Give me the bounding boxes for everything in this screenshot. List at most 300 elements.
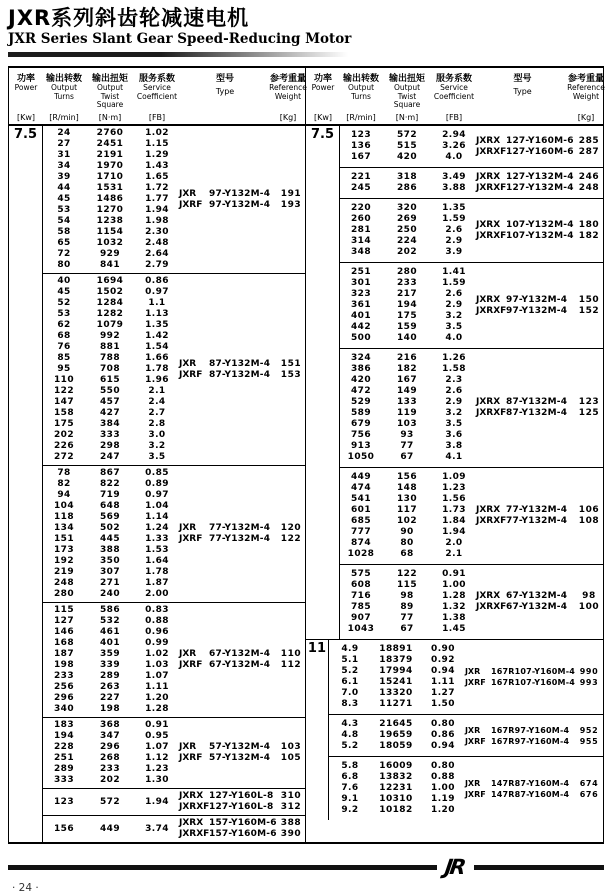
output-torque-value: 318 [397, 172, 417, 182]
section-content [43, 126, 305, 842]
reference-weight-value: 122 [280, 534, 302, 544]
service-coefficient-value: 0.90 [431, 644, 455, 654]
spec-block [43, 717, 305, 788]
output-turns-value: 716 [351, 591, 371, 601]
data-row [43, 501, 179, 512]
model-code: 67-Y132M-4 [506, 602, 568, 612]
reference-weight-value: 100 [578, 602, 600, 612]
spec-block [329, 640, 603, 714]
output-torque-value: 427 [100, 408, 120, 418]
spec-block [340, 348, 603, 467]
service-coefficient-value: 1.59 [442, 278, 466, 288]
output-torque-value: 1079 [96, 320, 124, 330]
data-row [43, 238, 179, 249]
spec-block [340, 467, 603, 564]
service-coefficient-value: 1.11 [145, 682, 169, 692]
output-turns-value: 4.8 [341, 730, 359, 740]
output-torque-value: 18891 [379, 644, 413, 654]
model-brand: JXRXF [476, 230, 507, 241]
service-coefficient-value: 0.99 [145, 638, 169, 648]
output-torque-value: 388 [100, 545, 120, 555]
output-turns-value: 401 [351, 311, 371, 321]
spec-block [43, 788, 305, 815]
output-torque-value: 307 [100, 567, 120, 577]
data-row [329, 688, 465, 699]
header-power: 功率 Power [Kw] [14, 74, 38, 122]
power-value: 7.5 [306, 126, 340, 639]
model-brand: JXR [464, 778, 481, 788]
model-brand: JXR [464, 725, 481, 735]
output-torque-value: 1531 [96, 183, 124, 193]
data-rows [340, 472, 476, 560]
reference-weight-value: 312 [280, 802, 302, 812]
reference-weight-value: 110 [280, 649, 302, 659]
output-turns-value: 449 [351, 472, 371, 482]
output-turns-value: 221 [351, 172, 371, 182]
output-turns-value: 202 [54, 430, 74, 440]
data-row [329, 644, 465, 655]
service-coefficient-value: 1.23 [145, 764, 169, 774]
spec-block [340, 262, 603, 348]
data-row [340, 516, 476, 527]
output-torque-value: 289 [100, 671, 120, 681]
output-torque-value: 115 [397, 580, 417, 590]
model-brand: JXRXF [476, 408, 507, 418]
output-turns-value: 608 [351, 580, 371, 590]
service-coefficient-value: 1.13 [145, 309, 169, 319]
model-row [476, 183, 603, 194]
brand-logo: JR [443, 855, 465, 879]
data-row [43, 342, 179, 353]
output-torque-value: 445 [100, 534, 120, 544]
model-row [476, 136, 603, 147]
model-row [179, 370, 305, 381]
left-table-body [9, 126, 305, 842]
output-turns-value: 472 [351, 386, 371, 396]
data-row [43, 720, 179, 731]
data-row [340, 549, 476, 560]
data-row [340, 278, 476, 289]
output-turns-value: 272 [54, 452, 74, 462]
data-row [340, 602, 476, 613]
data-row [43, 616, 179, 627]
service-coefficient-value: 0.89 [145, 479, 169, 489]
service-coefficient-value: 3.2 [445, 311, 463, 321]
output-turns-value: 80 [57, 260, 71, 270]
data-row [43, 452, 179, 463]
output-turns-value: 333 [54, 775, 74, 785]
output-turns-value: 146 [54, 627, 74, 637]
model-brand: JXRF [464, 789, 486, 799]
output-turns-value: 4.3 [341, 719, 359, 729]
service-coefficient-value: 1.12 [145, 753, 169, 763]
model-brand: JXRX [179, 791, 204, 801]
reference-weight-value: 993 [579, 678, 599, 687]
output-torque-value: 280 [397, 267, 417, 277]
model-brand: JXR [179, 649, 197, 659]
output-turns-value: 62 [57, 320, 71, 330]
data-row [340, 483, 476, 494]
spec-block [43, 465, 305, 602]
data-row [340, 430, 476, 441]
left-table-header [9, 68, 305, 126]
output-turns-value: 907 [351, 613, 371, 623]
spec-block [43, 273, 305, 465]
output-turns-value: 40 [57, 276, 71, 286]
output-torque-value: 90 [400, 527, 414, 537]
service-coefficient-value: 2.9 [445, 236, 463, 246]
service-coefficient-value: 1.02 [145, 128, 169, 138]
service-coefficient-value: 2.6 [445, 225, 463, 235]
reference-weight-value: 120 [280, 523, 302, 533]
output-torque-value: 1032 [96, 238, 124, 248]
output-torque-value: 233 [397, 278, 417, 288]
model-list [465, 725, 603, 747]
model-code: 97-Y132M-4 [209, 188, 271, 199]
output-torque-value: 2451 [96, 139, 124, 149]
output-torque-value: 119 [397, 408, 417, 418]
service-coefficient-value: 1.02 [145, 649, 169, 659]
output-torque-value: 148 [397, 483, 417, 493]
output-turns-value: 58 [57, 227, 71, 237]
output-turns-value: 245 [351, 183, 371, 193]
service-coefficient-value: 0.94 [431, 666, 455, 676]
output-torque-value: 17994 [379, 666, 413, 676]
model-row [179, 802, 305, 813]
data-row [43, 693, 179, 704]
output-torque-value: 569 [100, 512, 120, 522]
model-list [179, 359, 305, 381]
reference-weight-value: 180 [578, 219, 600, 230]
data-row [43, 742, 179, 753]
data-row [43, 375, 179, 386]
service-coefficient-value: 1.28 [145, 704, 169, 714]
output-torque-value: 929 [100, 249, 120, 259]
spec-block [340, 564, 603, 639]
reference-weight-value: 182 [578, 230, 600, 241]
data-row [340, 397, 476, 408]
data-row [329, 761, 465, 772]
data-row [43, 430, 179, 441]
data-row [43, 638, 179, 649]
output-torque-value: 788 [100, 353, 120, 363]
data-row [329, 805, 465, 816]
output-turns-value: 194 [54, 731, 74, 741]
output-turns-value: 1050 [347, 452, 375, 462]
service-coefficient-value: 0.86 [145, 276, 169, 286]
data-row [329, 772, 465, 783]
model-list [465, 778, 603, 800]
output-turns-value: 785 [351, 602, 371, 612]
data-row [43, 704, 179, 715]
service-coefficient-value: 1.00 [431, 783, 455, 793]
reference-weight-value: 287 [578, 146, 600, 157]
service-coefficient-value: 2.0 [445, 538, 463, 548]
model-code: 167R107-Y160M-4 [490, 667, 575, 676]
data-rows [43, 824, 179, 835]
model-brand: JXRXF [476, 602, 507, 612]
data-row [340, 300, 476, 311]
output-turns-value: 4.9 [341, 644, 359, 654]
output-turns-value: 289 [54, 764, 74, 774]
model-brand: JXRX [476, 135, 501, 146]
service-coefficient-value: 1.29 [145, 150, 169, 160]
output-torque-value: 333 [100, 430, 120, 440]
data-row [43, 227, 179, 238]
data-row [43, 139, 179, 150]
service-coefficient-value: 0.97 [145, 490, 169, 500]
output-torque-value: 320 [397, 203, 417, 213]
model-row [179, 791, 305, 802]
service-coefficient-value: 1.78 [145, 567, 169, 577]
output-turns-value: 183 [54, 720, 74, 730]
model-code: 97-Y132M-4 [209, 199, 271, 210]
output-turns-value: 53 [57, 309, 71, 319]
data-row [340, 624, 476, 635]
header-service-coefficient: 服务系数 Service Coefficient [FB] [433, 74, 475, 122]
model-row [476, 505, 603, 516]
model-code: 67-Y132M-4 [209, 649, 271, 659]
data-row [43, 671, 179, 682]
output-torque-value: 122 [397, 569, 417, 579]
output-turns-value: 85 [57, 353, 71, 363]
model-list [179, 791, 305, 813]
service-coefficient-value: 0.88 [145, 616, 169, 626]
output-torque-value: 93 [400, 430, 414, 440]
service-coefficient-value: 1.28 [442, 591, 466, 601]
output-torque-value: 198 [100, 704, 120, 714]
service-coefficient-value: 1.04 [145, 501, 169, 511]
service-coefficient-value: 1.94 [145, 205, 169, 215]
output-turns-value: 420 [351, 375, 371, 385]
data-rows [340, 353, 476, 463]
output-torque-value: 247 [100, 452, 120, 462]
service-coefficient-value: 3.49 [442, 172, 466, 182]
data-rows [43, 128, 179, 271]
output-turns-value: 192 [54, 556, 74, 566]
model-list [179, 189, 305, 211]
output-turns-value: 314 [351, 236, 371, 246]
reference-weight-value: 193 [280, 199, 302, 210]
output-turns-value: 6.1 [341, 677, 359, 687]
model-code: 107-Y132M-4 [506, 219, 574, 230]
data-row [340, 505, 476, 516]
output-torque-value: 532 [100, 616, 120, 626]
right-table-body [306, 126, 603, 820]
data-row [340, 353, 476, 364]
data-row [43, 627, 179, 638]
service-coefficient-value: 2.94 [442, 130, 466, 140]
data-row [329, 666, 465, 677]
output-torque-value: 216 [397, 353, 417, 363]
data-row [43, 731, 179, 742]
service-coefficient-value: 2.3 [445, 375, 463, 385]
output-torque-value: 89 [400, 602, 414, 612]
output-torque-value: 1502 [96, 287, 124, 297]
service-coefficient-value: 3.74 [145, 823, 169, 834]
data-row [340, 419, 476, 430]
service-coefficient-value: 0.94 [431, 741, 455, 751]
output-turns-value: 65 [57, 238, 71, 248]
data-row [43, 150, 179, 161]
service-coefficient-value: 2.30 [145, 227, 169, 237]
reference-weight-value: 676 [579, 789, 599, 799]
data-row [43, 249, 179, 260]
reference-weight-value: 388 [280, 818, 302, 828]
output-turns-value: 76 [57, 342, 71, 352]
model-code: 127-Y160L-8 [209, 791, 274, 801]
data-row [340, 289, 476, 300]
model-code: 127-Y160M-6 [506, 146, 574, 157]
model-list [179, 649, 305, 671]
output-torque-value: 339 [100, 660, 120, 670]
output-torque-value: 68 [400, 549, 414, 559]
model-list [465, 666, 603, 688]
output-turns-value: 685 [351, 516, 371, 526]
service-coefficient-value: 2.7 [148, 408, 166, 418]
reference-weight-value: 990 [579, 667, 599, 676]
model-brand: JXRX [476, 294, 501, 305]
service-coefficient-value: 0.86 [431, 730, 455, 740]
data-row [340, 527, 476, 538]
service-coefficient-value: 1.20 [431, 805, 455, 815]
service-coefficient-value: 1.42 [145, 331, 169, 341]
service-coefficient-value: 1.33 [145, 534, 169, 544]
service-coefficient-value: 1.35 [442, 203, 466, 213]
model-code: 57-Y132M-4 [209, 753, 271, 763]
data-rows [43, 605, 179, 715]
model-code: 167R97-Y160M-4 [490, 736, 570, 746]
reference-weight-value: 955 [579, 736, 599, 746]
model-code: 87-Y132M-4 [506, 408, 568, 418]
output-turns-value: 167 [351, 152, 371, 162]
reference-weight-value: 106 [578, 505, 600, 515]
output-torque-value: 296 [100, 742, 120, 752]
model-brand: JXRX [476, 219, 501, 230]
output-torque-value: 867 [100, 468, 120, 478]
model-row [465, 789, 603, 800]
model-code: 127-Y132M-4 [506, 183, 574, 193]
data-row [43, 824, 179, 835]
output-torque-value: 240 [100, 589, 120, 599]
model-brand: JXRXF [179, 802, 210, 812]
model-row [179, 534, 305, 545]
service-coefficient-value: 1.07 [145, 671, 169, 681]
spec-block [340, 126, 603, 167]
section-content [329, 640, 603, 820]
reference-weight-value: 310 [280, 791, 302, 801]
output-torque-value: 159 [397, 322, 417, 332]
output-turns-value: 219 [54, 567, 74, 577]
service-coefficient-value: 1.24 [145, 523, 169, 533]
model-row [476, 516, 603, 527]
data-row [340, 236, 476, 247]
service-coefficient-value: 1.94 [442, 527, 466, 537]
model-list [179, 742, 305, 764]
service-coefficient-value: 1.50 [431, 699, 455, 709]
model-row [179, 523, 305, 534]
model-list [476, 172, 603, 194]
service-coefficient-value: 2.64 [145, 249, 169, 259]
data-rows [43, 797, 179, 808]
header-output-torque: 输出扭矩 Output Twist Square [N·m] [388, 74, 425, 122]
header-type: 型号 Type [513, 74, 532, 96]
power-section [306, 126, 603, 639]
service-coefficient-value: 3.5 [445, 419, 463, 429]
service-coefficient-value: 1.96 [145, 375, 169, 385]
service-coefficient-value: 2.6 [445, 386, 463, 396]
model-row [476, 602, 603, 613]
output-torque-value: 992 [100, 331, 120, 341]
reference-weight-value: 191 [280, 188, 302, 199]
data-rows [329, 761, 465, 816]
output-turns-value: 9.1 [341, 794, 359, 804]
output-turns-value: 127 [54, 616, 74, 626]
service-coefficient-value: 3.26 [442, 141, 466, 151]
service-coefficient-value: 0.95 [145, 731, 169, 741]
header-type: 型号 Type [215, 74, 235, 96]
data-rows [43, 276, 179, 463]
data-row [329, 699, 465, 710]
output-turns-value: 7.0 [341, 688, 359, 698]
service-coefficient-value: 1.54 [145, 342, 169, 352]
service-coefficient-value: 1.27 [431, 688, 455, 698]
service-coefficient-value: 1.03 [145, 660, 169, 670]
output-turns-value: 529 [351, 397, 371, 407]
output-turns-value: 5.1 [341, 655, 359, 665]
output-turns-value: 168 [54, 638, 74, 648]
output-torque-value: 10182 [379, 805, 413, 815]
data-row [340, 580, 476, 591]
model-row [179, 818, 305, 829]
service-coefficient-value: 1.41 [442, 267, 466, 277]
data-rows [340, 172, 476, 194]
data-row [43, 128, 179, 139]
output-turns-value: 251 [54, 753, 74, 763]
output-torque-value: 156 [397, 472, 417, 482]
output-torque-value: 140 [397, 333, 417, 343]
output-turns-value: 34 [57, 161, 71, 171]
model-list [476, 505, 603, 527]
service-coefficient-value: 4.0 [445, 152, 463, 162]
data-row [43, 479, 179, 490]
model-code: 87-Y132M-4 [506, 397, 568, 407]
output-turns-value: 27 [57, 139, 71, 149]
output-torque-value: 12231 [379, 783, 413, 793]
data-row [340, 364, 476, 375]
data-row [43, 523, 179, 534]
data-row [43, 260, 179, 271]
data-row [43, 764, 179, 775]
output-torque-value: 708 [100, 364, 120, 374]
output-turns-value: 95 [57, 364, 71, 374]
model-code: 147R87-Y160M-4 [490, 789, 570, 799]
data-row [340, 375, 476, 386]
model-row [179, 649, 305, 660]
output-torque-value: 401 [100, 638, 120, 648]
service-coefficient-value: 2.79 [145, 260, 169, 270]
data-row [340, 472, 476, 483]
output-torque-value: 77 [400, 441, 414, 451]
output-turns-value: 68 [57, 331, 71, 341]
reference-weight-value: 125 [578, 408, 600, 418]
reference-weight-value: 153 [280, 369, 302, 380]
output-turns-value: 541 [351, 494, 371, 504]
spec-block [340, 167, 603, 198]
data-row [340, 613, 476, 624]
output-torque-value: 117 [397, 505, 417, 515]
model-brand: JXR [179, 523, 197, 533]
